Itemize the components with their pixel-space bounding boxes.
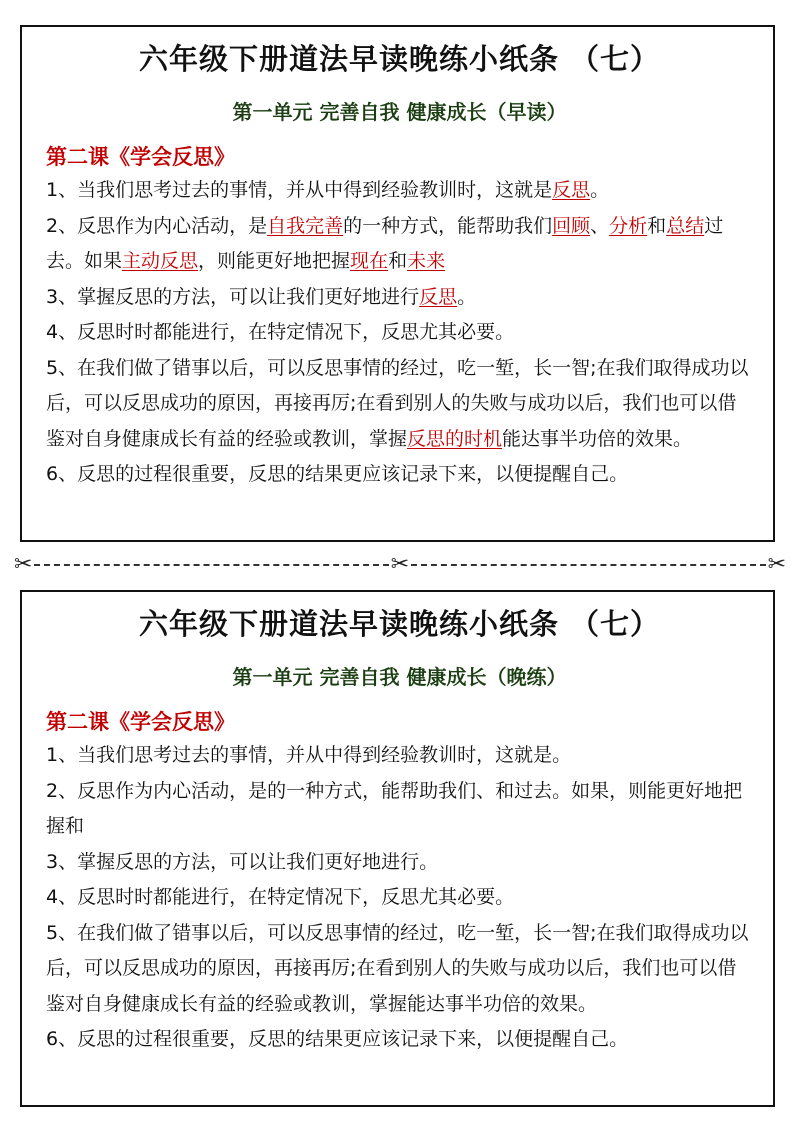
cut-line	[12, 553, 788, 577]
key-term: 主动反思	[122, 250, 199, 272]
list-item: 1、当我们思考过去的事情，并从中得到经验教训时，这就是。	[46, 744, 572, 766]
list-item: 6、反思的过程很重要，反思的结果更应该记录下来，以便提醒自己。	[46, 463, 629, 485]
key-term: 反思	[419, 285, 458, 308]
dashed-divider	[34, 564, 388, 566]
list-item: 4、反思时时都能进行，在特定情况下，反思尤其必要。	[46, 886, 515, 908]
list-item: 1、当我们思考过去的事情，并从中得到经验教训时，这就是反思。	[46, 179, 610, 201]
list-item: 6、反思的过程很重要，反思的结果更应该记录下来，以便提醒自己。	[46, 1028, 629, 1050]
lesson-heading: 第二课《学会反思》	[46, 710, 235, 734]
list-item: 3、掌握反思的方法，可以让我们更好地进行。	[46, 850, 439, 873]
unit-subtitle: 第一单元 完善自我 健康成长（晚练）	[232, 665, 567, 689]
key-term: 回顾	[552, 214, 591, 237]
key-term: 分析	[609, 214, 648, 237]
evening-practice-card	[20, 590, 775, 1107]
page-title: 六年级下册道法早读晚练小纸条 （七）	[138, 607, 661, 641]
list-item: 4、反思时时都能进行，在特定情况下，反思尤其必要。	[46, 321, 515, 343]
key-term: 未来	[407, 250, 446, 272]
list-item: 5、在我们做了错事以后，可以反思事情的经过，吃一堑，长一智;在我们取得成功以后，可以反思成功的原因，再接再厉;在看到别人的失败与成功以后，我们也可以借鉴对自身健康成长有益的经验或教训，掌握反思的时机能达事半功倍的效果。	[46, 356, 749, 450]
list-item: 3、掌握反思的方法，可以让我们更好地进行反思。	[46, 285, 477, 308]
list-item: 5、在我们做了错事以后，可以反思事情的经过，吃一堑，长一智;在我们取得成功以后，可以反思成功的原因，再接再厉;在看到别人的失败与成功以后，我们也可以借鉴对自身健康成长有益的经验或教训，掌握能达事半功倍的效果。	[46, 921, 749, 1015]
dashed-divider	[411, 564, 765, 566]
scissors-icon: ✂	[390, 552, 410, 577]
key-term: 总结	[666, 214, 705, 237]
lesson-heading: 第二课《学会反思》	[46, 145, 235, 169]
key-term: 现在	[350, 250, 389, 272]
list-item: 2、反思作为内心活动，是的一种方式，能帮助我们、和过去。如果，则能更好地把握和	[46, 779, 743, 837]
scissors-icon: ✂	[14, 552, 33, 577]
page-title: 六年级下册道法早读晚练小纸条 （七）	[138, 42, 661, 76]
list-item: 2、反思作为内心活动，是自我完善的一种方式，能帮助我们回顾、分析和总结过去。如果主动反思，则能更好地把握现在和未来	[46, 214, 724, 272]
key-term: 自我完善	[267, 214, 344, 237]
unit-subtitle: 第一单元 完善自我 健康成长（早读）	[232, 100, 567, 124]
scissors-icon: ✂	[767, 552, 786, 577]
key-term: 反思	[552, 179, 591, 201]
key-term: 反思的时机	[407, 427, 503, 450]
morning-reading-card	[20, 25, 775, 542]
